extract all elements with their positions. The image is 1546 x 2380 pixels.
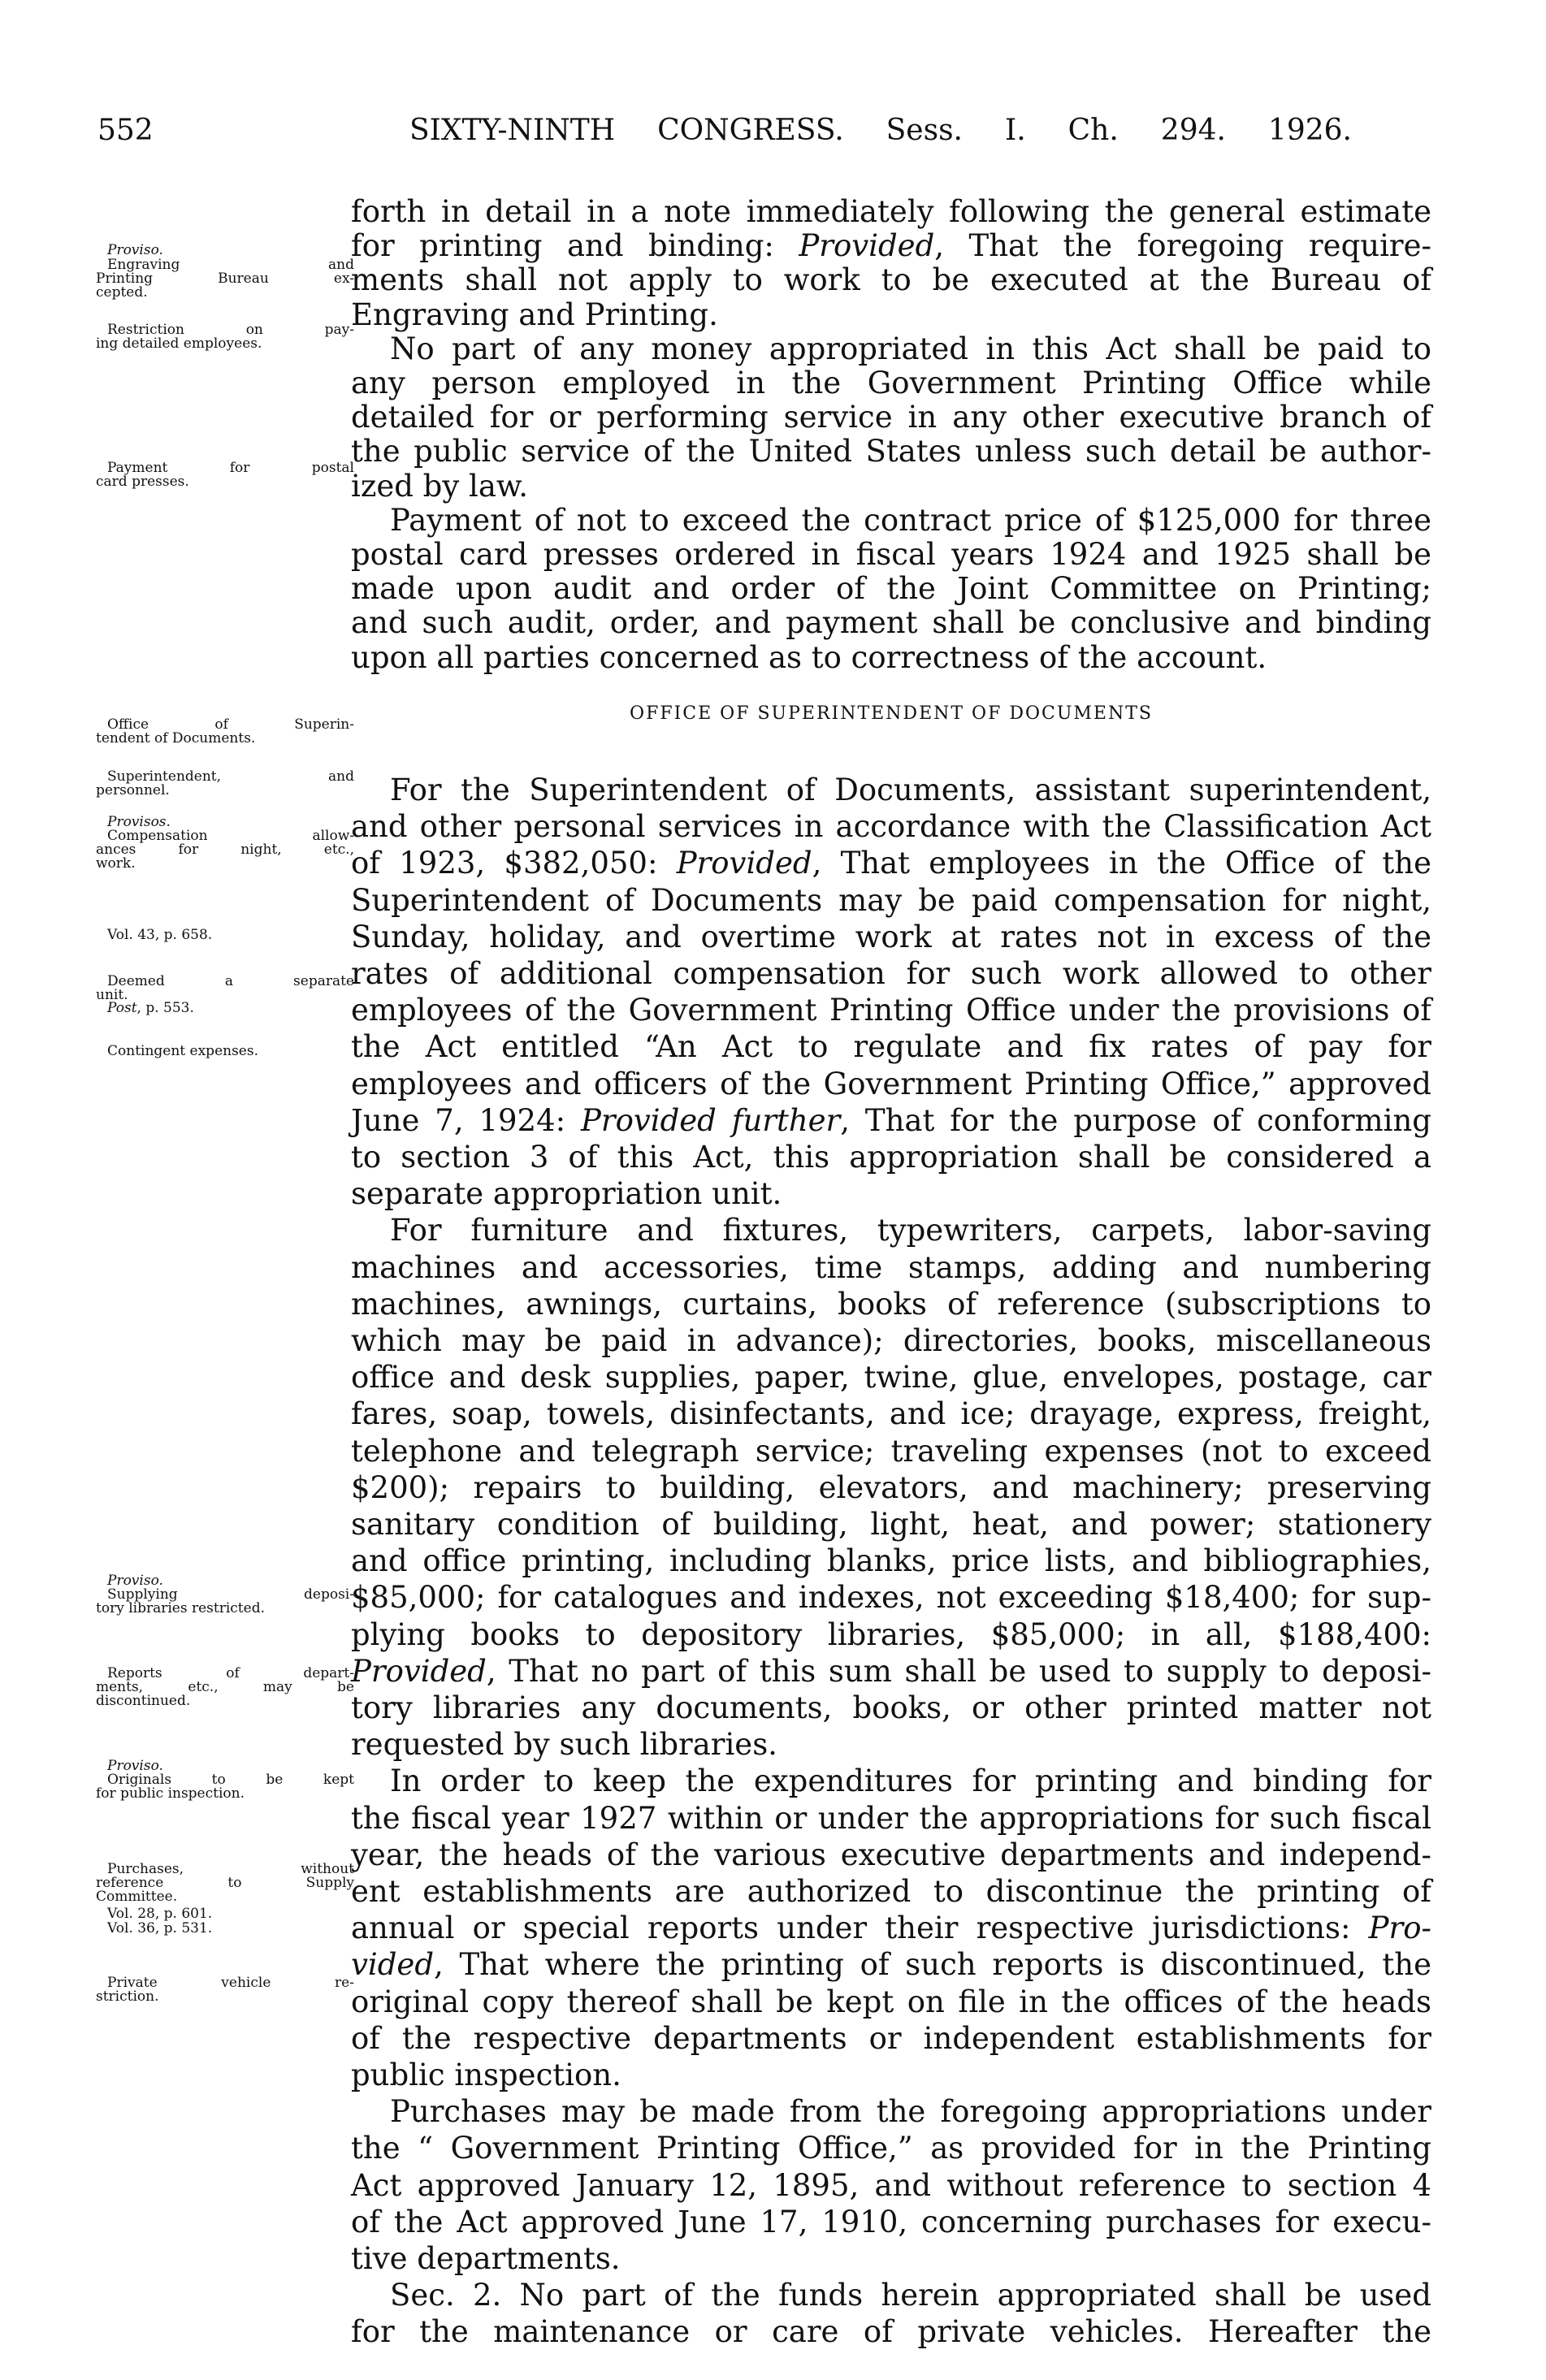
margin-note — [96, 1907, 354, 1921]
section-heading: OFFICE OF SUPERINTENDENT OF DOCUMENTS — [630, 703, 1153, 724]
margin-note — [96, 1976, 354, 2004]
margin-note-line — [96, 1787, 354, 1801]
body-line — [351, 366, 1431, 400]
text-segment: to section 3 of this Act, this appropriation shall be considered a — [351, 1140, 1431, 1175]
text-segment: ized by law. — [351, 468, 528, 504]
text-segment: postal card presses ordered in fiscal years 1924 and 1925 shall be — [351, 537, 1431, 572]
text-segment: ments shall not apply to work to be executed at the Bureau of — [351, 262, 1431, 298]
body-line — [351, 263, 1431, 297]
text-segment: Purchases, without — [107, 1861, 354, 1877]
text-segment: ent establishments are authorized to discontinue the printing of — [351, 1874, 1431, 1909]
text-segment: office and desk supplies, paper, twine, glue, envelopes, postage, car — [351, 1360, 1431, 1396]
body-line — [351, 884, 1431, 918]
text-segment: forth in detail in a note immediately following the general estimate — [351, 194, 1431, 229]
body-line — [351, 2022, 1431, 2056]
text-segment: Purchases may be made from the foregoing appropriations under — [390, 2094, 1431, 2130]
text-segment: made upon audit and order of the Joint Committee on Printing; — [351, 571, 1431, 607]
body-line — [351, 1104, 1431, 1138]
body-line — [351, 1140, 1431, 1175]
text-segment: Payment of not to exceed the contract price of $125,000 for three — [390, 502, 1431, 538]
margin-note-line — [96, 1002, 354, 1015]
text-segment: card presses. — [96, 474, 189, 490]
text-segment: for the maintenance or care of private vehicles. Hereafter the — [351, 2314, 1431, 2350]
text-segment: telephone and telegraph service; traveling expenses (not to exceed — [351, 1433, 1431, 1469]
body-line — [351, 1728, 1431, 1762]
body-line — [351, 1434, 1431, 1469]
text-segment: $200); repairs to building, elevators, and machinery; preserving — [351, 1469, 1431, 1505]
text-segment: Originals to be kept — [107, 1772, 354, 1788]
margin-note — [96, 770, 354, 798]
text-segment: Supplying deposi- — [107, 1586, 354, 1603]
body-line — [351, 1985, 1431, 2019]
body-line — [351, 504, 1431, 538]
text-segment: discontinued. — [96, 1693, 191, 1709]
text-segment: reference to Supply — [96, 1875, 354, 1891]
body-line — [351, 400, 1431, 435]
text-segment: machines, awnings, curtains, books of reference (subscriptions to — [351, 1286, 1431, 1322]
text-segment: any person employed in the Government Printing Office while — [351, 366, 1431, 400]
margin-note — [96, 928, 354, 942]
margin-note — [96, 975, 354, 1002]
body-line — [351, 1397, 1431, 1431]
body-line — [351, 846, 1431, 881]
body-line — [351, 538, 1431, 572]
text-segment: , That employees in the Office of the — [812, 846, 1431, 881]
body-line — [351, 1324, 1431, 1358]
text-segment: , p. 553. — [136, 1000, 194, 1016]
body-line — [351, 1030, 1431, 1064]
text-segment: year, the heads of the various executive departments and independ- — [351, 1837, 1431, 1872]
margin-note-line — [96, 1890, 354, 1904]
margin-note — [96, 1045, 354, 1058]
text-segment: of 1923, $382,050: — [351, 846, 677, 881]
text-segment: machines and accessories, time stamps, adding and numbering — [351, 1249, 1431, 1285]
margin-note-line — [96, 1045, 354, 1058]
text-segment: personnel. — [96, 782, 170, 798]
body-line — [351, 1214, 1431, 1248]
italic-text: Provided further — [581, 1102, 841, 1138]
text-segment: tive departments. — [351, 2241, 621, 2276]
text-segment: , That the foregoing require- — [934, 228, 1431, 264]
text-segment: Engraving and Printing. — [351, 296, 718, 332]
body-line — [351, 957, 1431, 991]
body-line — [351, 1581, 1431, 1615]
margin-note-line — [96, 732, 354, 746]
margin-note-line — [96, 1907, 354, 1921]
text-segment: In order to keep the expenditures for printing and binding for — [390, 1763, 1431, 1799]
text-segment: public inspection. — [351, 2058, 621, 2092]
text-segment: Vol. 36, p. 531. — [107, 1920, 213, 1936]
body-line — [351, 606, 1431, 640]
italic-text: Proviso. — [107, 1573, 163, 1589]
text-segment: Engraving and — [107, 257, 354, 273]
italic-text: Provided — [676, 846, 812, 881]
body-line — [351, 2058, 1431, 2092]
text-segment: Vol. 43, p. 658. — [107, 927, 213, 943]
margin-note — [96, 1002, 354, 1015]
body-line — [351, 1802, 1431, 1836]
body-line — [351, 470, 1431, 504]
margin-note — [96, 718, 354, 746]
italic-text: Proviso. — [107, 1758, 163, 1774]
italic-text: Provided — [799, 228, 935, 264]
text-segment: the public service of the United States unless such detail be author- — [351, 434, 1431, 470]
margin-note-line — [96, 286, 354, 300]
page-number: 552 — [97, 114, 154, 147]
text-segment: Contingent expenses. — [107, 1043, 258, 1059]
text-segment: , That no part of this sum shall be used to supply to deposi- — [486, 1653, 1431, 1689]
margin-note — [96, 244, 354, 257]
body-line — [351, 810, 1431, 844]
text-segment: striction. — [96, 1988, 159, 2005]
body-line — [351, 1838, 1431, 1872]
margin-note-line — [96, 1602, 354, 1616]
body-line — [351, 2278, 1431, 2313]
text-segment: , That for the purpose of conforming — [840, 1102, 1431, 1138]
text-segment: Committee. — [96, 1889, 178, 1905]
text-segment: tory libraries restricted. — [96, 1600, 265, 1616]
italic-text: Proviso. — [107, 242, 163, 258]
text-segment: fares, soap, towels, disinfectants, and ice; drayage, express, freight, — [351, 1396, 1431, 1432]
italic-text: Pro- — [1368, 1910, 1431, 1946]
body-line — [351, 2205, 1431, 2239]
text-segment: requested by such libraries. — [351, 1727, 777, 1763]
margin-note — [96, 1922, 354, 1936]
text-segment: annual or special reports under their respective jurisdictions: — [351, 1910, 1369, 1946]
body-line — [351, 1691, 1431, 1725]
margin-note-line — [96, 337, 354, 351]
text-segment: Private vehicle re- — [107, 1975, 354, 1991]
margin-note — [96, 258, 354, 300]
text-segment: of the Act approved June 17, 1910, concerning purchases for execu- — [351, 2204, 1431, 2239]
body-line — [351, 435, 1431, 469]
text-segment: tendent of Documents. — [96, 730, 256, 746]
text-segment: sanitary condition of building, light, heat, and power; stationery — [351, 1507, 1431, 1542]
text-segment: Superintendent, and — [107, 768, 354, 785]
text-segment: ances for night, etc., — [96, 842, 354, 858]
text-segment: Sunday, holiday, and overtime work at rates not in excess of the — [351, 919, 1431, 954]
text-segment: which may be paid in advance); directories, books, miscellaneous — [351, 1323, 1431, 1358]
text-segment: of the respective departments or independent establishments for — [351, 2020, 1431, 2056]
margin-note — [96, 1773, 354, 1801]
text-segment: separate appropriation unit. — [351, 1176, 782, 1212]
text-segment: and such audit, order, and payment shall be conclusive and binding — [351, 605, 1431, 641]
body-line — [351, 920, 1431, 954]
text-segment: ments, etc., may be — [96, 1679, 354, 1695]
body-line — [351, 1287, 1431, 1322]
text-segment: original copy thereof shall be kept on file in the offices of the heads — [351, 1984, 1431, 2019]
body-line — [351, 1655, 1431, 1689]
text-segment: June 7, 1924: — [351, 1102, 581, 1138]
body-line — [351, 641, 1431, 675]
text-segment: the fiscal year 1927 within or under the appropriations for such fiscal — [351, 1800, 1431, 1836]
text-segment: the Act entitled “An Act to regulate and fix rates of pay for — [351, 1029, 1431, 1065]
body-line — [351, 195, 1431, 229]
text-segment: rates of additional compensation for such work allowed to other — [351, 956, 1431, 991]
text-segment: Payment for postal — [107, 460, 354, 476]
body-line — [351, 1544, 1431, 1578]
body-line — [351, 332, 1431, 366]
body-line — [351, 1361, 1431, 1395]
margin-note-line — [96, 244, 354, 257]
text-segment: Deemed a separate — [107, 973, 354, 989]
text-segment: for printing and binding: — [351, 228, 799, 264]
text-segment: Restriction on pay- — [107, 322, 354, 338]
text-segment: work. — [96, 855, 136, 872]
italic-text: vided — [351, 1947, 435, 1983]
margin-note-line — [96, 857, 354, 871]
body-line — [351, 1471, 1431, 1505]
text-segment: Printing Bureau ex- — [96, 270, 354, 287]
text-segment: Compensation allow- — [107, 828, 354, 844]
text-segment: No part of any money appropriated in this Act shall be paid to — [390, 331, 1431, 366]
text-segment: , That where the printing of such reports is discontinued, the — [434, 1947, 1431, 1983]
text-segment: $85,000; for catalogues and indexes, not exceeding $18,400; for sup- — [351, 1580, 1431, 1616]
text-segment: employees of the Government Printing Office under the provisions of — [351, 993, 1431, 1028]
body-line — [351, 773, 1431, 807]
text-segment: tory libraries any documents, books, or other printed matter not — [351, 1690, 1431, 1725]
text-segment: upon all parties concerned as to correctness of the account. — [351, 639, 1267, 675]
text-segment: and office printing, including blanks, price lists, and bibliographies, — [351, 1543, 1431, 1579]
text-segment: Superintendent of Documents may be paid compensation for night, — [351, 882, 1431, 918]
text-segment: unit. — [96, 987, 128, 1003]
margin-note — [96, 1863, 354, 1904]
margin-note-line — [96, 1694, 354, 1708]
margin-note-line — [96, 1990, 354, 2004]
margin-note-line — [96, 475, 354, 489]
body-line — [351, 993, 1431, 1028]
text-segment: plying books to depository libraries, $85,000; in all, $188,400: — [351, 1616, 1431, 1652]
text-segment: For the Superintendent of Documents, assistant superintendent, — [390, 772, 1431, 807]
text-segment: Act approved January 12, 1895, and without reference to section 4 — [351, 2167, 1431, 2203]
body-line — [351, 572, 1431, 606]
text-segment: Reports of depart- — [107, 1665, 354, 1681]
text-segment: detailed for or performing service in any other executive branch of — [351, 400, 1431, 435]
body-line — [351, 1948, 1431, 1982]
italic-text: Post — [107, 1000, 137, 1016]
margin-note — [96, 1588, 354, 1616]
margin-note-line — [96, 975, 354, 989]
margin-note — [96, 461, 354, 489]
body-line — [351, 2315, 1431, 2349]
body-line — [351, 1251, 1431, 1285]
margin-note — [96, 829, 354, 871]
text-segment: cepted. — [96, 284, 148, 301]
body-line — [351, 1875, 1431, 1909]
text-segment: the “ Government Printing Office,” as provided for in the Printing — [351, 2131, 1431, 2166]
margin-note-line — [96, 784, 354, 798]
text-segment: and other personal services in accordance with the Classification Act — [351, 809, 1431, 845]
italic-text: Provided — [351, 1653, 487, 1689]
margin-note-line — [96, 1922, 354, 1936]
body-line — [351, 1911, 1431, 1945]
text-segment: Sec. 2. No part of the funds herein appropriated shall be used — [390, 2278, 1431, 2313]
body-line — [351, 2242, 1431, 2276]
body-line — [351, 1508, 1431, 1542]
text-segment: Office of Superin- — [107, 716, 354, 733]
text-segment: for public inspection. — [96, 1785, 245, 1802]
body-line — [351, 1067, 1431, 1101]
margin-note-line — [96, 928, 354, 942]
text-segment: employees and officers of the Government Printing Office,” approved — [351, 1066, 1431, 1101]
body-line — [351, 2169, 1431, 2203]
body-line — [351, 298, 1431, 332]
running-title: SIXTY-NINTH CONGRESS. Sess. I. Ch. 294. 1926. — [409, 114, 1352, 147]
body-line — [351, 1618, 1431, 1652]
body-line — [351, 2095, 1431, 2129]
margin-note — [96, 323, 354, 351]
body-line — [351, 1764, 1431, 1798]
text-segment: Vol. 28, p. 601. — [107, 1906, 213, 1922]
text-segment: ing detailed employees. — [96, 335, 262, 352]
body-line — [351, 229, 1431, 263]
body-line — [351, 2131, 1431, 2166]
italic-text: Provisos. — [107, 814, 171, 830]
text-segment: For furniture and fixtures, typewriters, carpets, labor-saving — [390, 1213, 1431, 1248]
margin-note — [96, 1667, 354, 1708]
body-line — [351, 1177, 1431, 1211]
